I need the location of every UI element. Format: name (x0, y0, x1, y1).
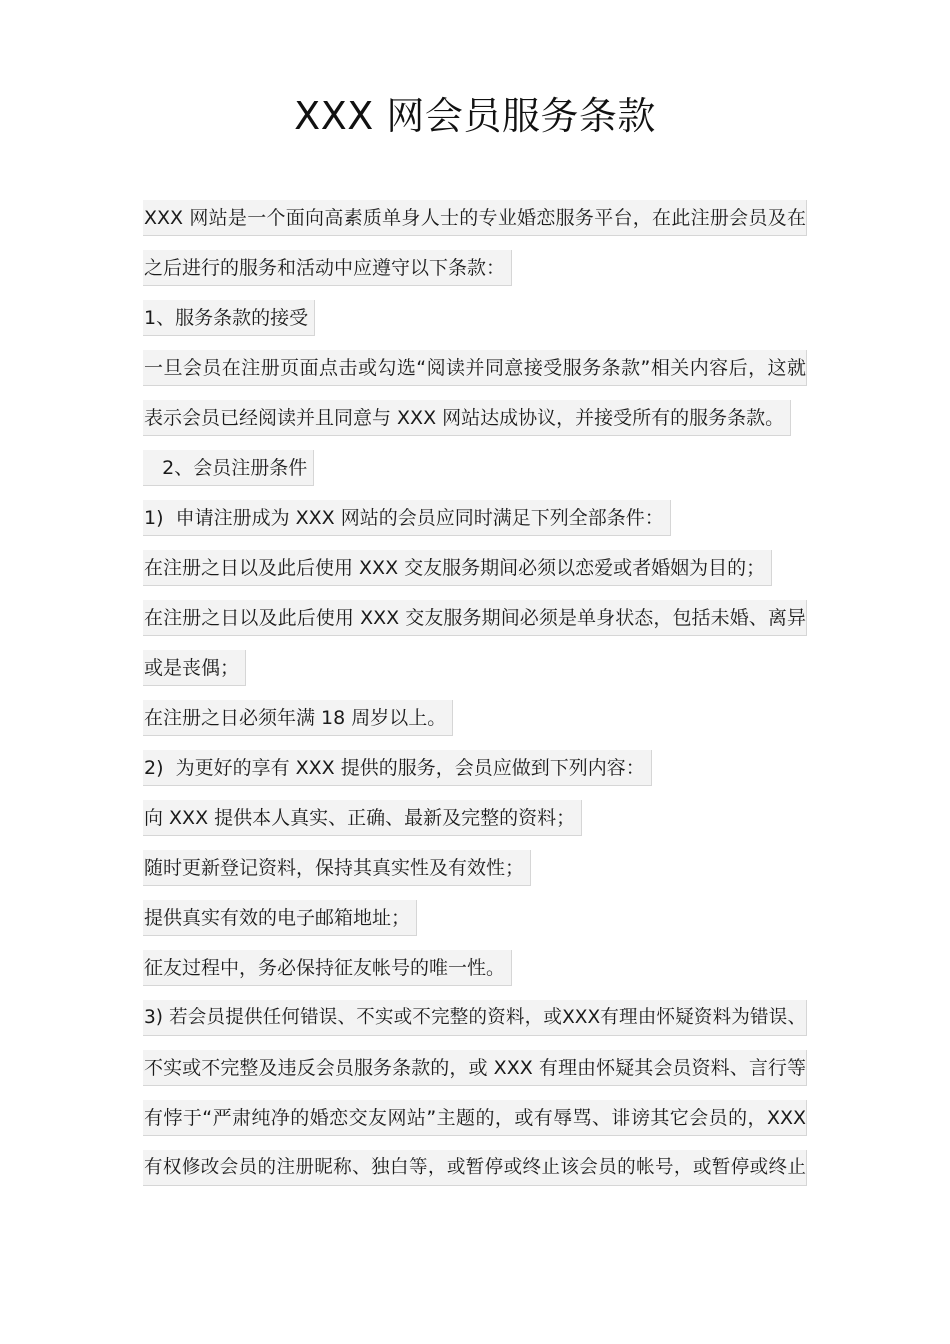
document-title: XXX 网会员服务条款 (294, 94, 656, 138)
text-line-content: 之后进行的服务和活动中应遵守以下条款： (143, 250, 512, 286)
text-line (143, 1150, 807, 1200)
text-line-content: 在注册之日以及此后使用 XXX 交友服务期间必须以恋爱或者婚姻为目的； (143, 550, 772, 586)
text-line (143, 850, 807, 900)
text-line-content: 2) 为更好的享有 XXX 提供的服务，会员应做到下列内容： (143, 750, 652, 786)
text-line (143, 800, 807, 850)
text-line (143, 950, 807, 1000)
text-line-content: 在注册之日以及此后使用 XXX 交友服务期间必须是单身状态，包括未婚、离异 (143, 600, 807, 636)
text-line-content: 随时更新登记资料，保持其真实性及有效性； (143, 850, 531, 886)
text-line (143, 1050, 807, 1100)
text-line (143, 750, 807, 800)
document-body (143, 200, 807, 1200)
text-line (143, 1100, 807, 1150)
text-line-content: 有悖于“严肃纯净的婚恋交友网站”主题的，或有辱骂、诽谤其它会员的，XXX (143, 1100, 807, 1136)
section-heading (143, 300, 807, 350)
text-line (143, 700, 807, 750)
text-line-content: 或是丧偶； (143, 650, 246, 686)
text-line-content: 表示会员已经阅读并且同意与 XXX 网站达成协议，并接受所有的服务条款。 (143, 400, 791, 436)
text-line (143, 550, 807, 600)
text-line-content: 一旦会员在注册页面点击或勾选“阅读并同意接受服务条款”相关内容后，这就 (143, 350, 807, 386)
text-line-content: XXX 网站是一个面向高素质单身人士的专业婚恋服务平台，在此注册会员及在 (143, 200, 807, 236)
text-line-content: 有权修改会员的注册昵称、独白等，或暂停或终止该会员的帐号，或暂停或终止 (143, 1150, 807, 1186)
text-line-content: 在注册之日必须年满 18 周岁以上。 (143, 700, 453, 736)
text-line-content: 不实或不完整及违反会员服务条款的，或 XXX 有理由怀疑其会员资料、言行等 (143, 1050, 807, 1086)
text-line (143, 400, 807, 450)
text-line-content: 提供真实有效的电子邮箱地址； (143, 900, 417, 936)
text-line-content: 向 XXX 提供本人真实、正确、最新及完整的资料； (143, 800, 582, 836)
text-line (143, 650, 807, 700)
text-line (143, 350, 807, 400)
section-heading-text: 2、会员注册条件 (143, 450, 314, 486)
text-line (143, 600, 807, 650)
section-heading (143, 450, 807, 500)
text-line (143, 250, 807, 300)
section-heading-text: 1、服务条款的接受 (143, 300, 315, 336)
text-line (143, 1000, 807, 1050)
text-line (143, 500, 807, 550)
text-line (143, 200, 807, 250)
text-line-content: 3) 若会员提供任何错误、不实或不完整的资料，或XXX有理由怀疑资料为错误、 (143, 1000, 807, 1036)
text-line-content: 1) 申请注册成为 XXX 网站的会员应同时满足下列全部条件： (143, 500, 671, 536)
text-line (143, 900, 807, 950)
text-line-content: 征友过程中，务必保持征友帐号的唯一性。 (143, 950, 512, 986)
